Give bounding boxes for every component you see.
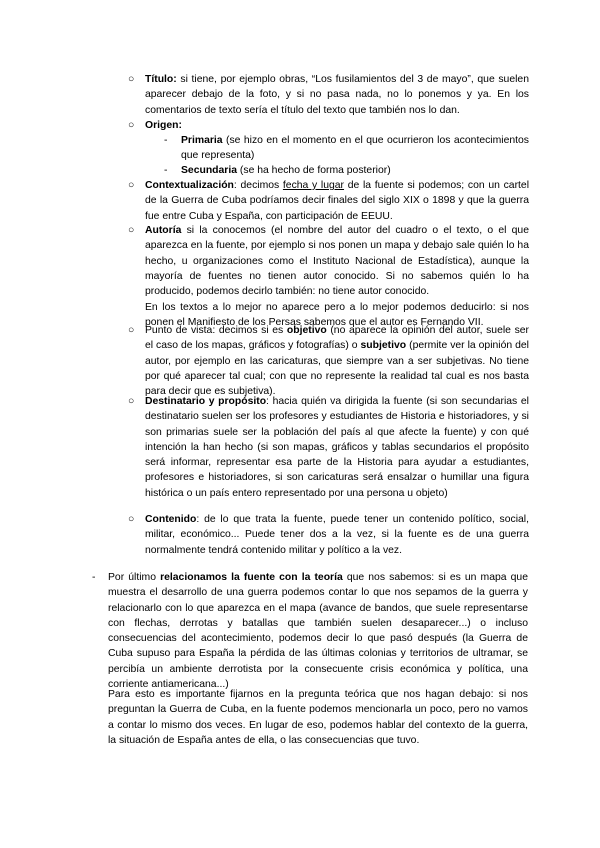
dash-bullet-icon: - — [92, 572, 96, 583]
circle-bullet-icon: ○ — [128, 225, 135, 236]
item-titulo — [128, 72, 529, 118]
origen-label: Origen: — [145, 120, 182, 131]
contexto-text-1: : decimos — [233, 180, 283, 191]
autoria-label: Autoría — [145, 225, 182, 236]
item-contextualizacion — [128, 178, 530, 224]
circle-bullet-icon: ○ — [128, 325, 135, 336]
contexto-underlined: fecha y lugar — [282, 180, 345, 191]
circle-bullet-icon: ○ — [128, 120, 135, 131]
item-autoria — [128, 223, 529, 299]
titulo-text: si tiene, por ejemplo obras, “Los fusilamientos del 3 de mayo”, que suelen aparecer debajo de la foto, y si no pasa nada, no lo ponemos y ya. En los comentarios de texto sería el título del texto que también nos lo dan. — [145, 74, 529, 116]
contenido-label: Contenido — [145, 514, 197, 525]
autoria-text: si la conocemos (el nombre del autor del cuadro o el texto, o el que aparezca en la fuente, por ejemplo si nos ponen un mapa y debajo sale quién lo ha hecho, u organizaciones como el Instituto Nacional de Estadística), aunque la mayoría de fuentes no tienen autor conocido. Si no sabemos quién lo ha producido, podemos decirlo también: no tiene autor conocido. — [145, 225, 529, 298]
titulo-label: Título: — [145, 74, 177, 85]
ultimo-paragraph-2 — [108, 687, 528, 748]
dash-bullet-icon: - — [164, 165, 168, 176]
item-por-ultimo — [92, 570, 528, 692]
item-punto-de-vista — [128, 323, 529, 399]
contexto-text-2: de la fuente si podemos; con un cartel de la Guerra de Cuba podríamos decir finales del siglo XIX o 1898 y que la guerra fue entre Cuba y España, con participación de EEUU. — [145, 180, 530, 222]
primaria-text: (se hizo en el momento en el que ocurrieron los acontecimientos que representa) — [181, 135, 529, 162]
ultimo-text-2: que nos sabemos: si es un mapa que muestra el desarrollo de una guerra podemos contar lo que nos sepamos de la guerra y relacionarlo con lo que aparezca en el mapa (avance de bandos, que suele representarse con flechas, derrotas y batallas que también suelen desaparecer...) o incluso consecuencias del acontecimiento, podemos decir lo que pasó después (la Guerra de Cuba supuso para España la pérdida de las últimas colonias y territorios de ultramar, se percibía un ambiente derrotista por la consecuente crisis económica y política, una corriente antiamericana...) — [108, 572, 528, 691]
contexto-label: Contextualización — [145, 180, 234, 191]
circle-bullet-icon: ○ — [128, 514, 135, 525]
ultimo-bold: relacionamos la fuente con la teoría — [160, 572, 343, 583]
autoria-text-2: En los textos a lo mejor no aparece pero a lo mejor podemos deducirlo: si nos ponen el Manifiesto de los Persas sabemos que el autor es Fernando VII. — [145, 302, 529, 329]
origen-primaria — [164, 133, 529, 164]
secundaria-text: (se ha hecho de forma posterior) — [237, 165, 391, 176]
circle-bullet-icon: ○ — [128, 396, 135, 407]
item-destinatario — [128, 394, 529, 501]
ultimo-text-1: Por último — [108, 572, 161, 583]
secundaria-label: Secundaria — [181, 165, 238, 176]
primaria-label: Primaria — [181, 135, 223, 146]
punto-text-2: (no aparece la opinión del autor, suele ser el caso de los mapas, gráficos y fotografías) o — [145, 325, 529, 352]
dash-bullet-icon: - — [164, 135, 168, 146]
item-origen — [128, 118, 529, 133]
destinatario-text: : hacia quién va dirigida la fuente (si son secundarias el destinatario suelen ser los profesores y estudiantes de Historia e historiadores, y si son primarias suele ser la población del país al que afecte la fuente) y con qué intención la han hecho (si son mapas, gráficos y tablas secundarios el propósito será informar, representar esa parte de la Historia para ayudar a estudiantes, profesores e historiadores, si son caricaturas será ensalzar o humillar una figura histórica o un país entero representado por una persona u objeto) — [145, 396, 529, 499]
origen-secundaria — [164, 163, 529, 178]
item-contenido — [128, 512, 529, 558]
circle-bullet-icon: ○ — [128, 74, 135, 85]
circle-bullet-icon: ○ — [128, 180, 135, 191]
contenido-text: : de lo que trata la fuente, puede tener un contenido político, social, militar, económico... Puede tener dos a la vez, si la fuente es de una guerra normalmente tendrá contenido militar y político a la vez. — [145, 514, 529, 556]
punto-text-3: (permite ver la opinión del autor, por ejemplo en las caricaturas, que siempre van a ser subjetivas. No tiene por qué aparecer tal cual; con que no represente la realidad tal cual es nos basta para decir que es subjetiva). — [145, 340, 529, 398]
punto-text-1: Punto de vista: decimos si es — [145, 325, 287, 336]
subjetivo-label: subjetivo — [360, 340, 407, 352]
ultimo-text-p2: Para esto es importante fijarnos en la pregunta teórica que nos hagan debajo: si nos preguntan la Guerra de Cuba, en la fuente podemos mencionarla un poco, pero no vamos a contar lo mismo dos veces. En lugar de eso, podemos hablar del contexto de la guerra, la situación de España antes de ella, o las consecuencias que tuvo. — [108, 689, 528, 746]
destinatario-label: Destinatario y propósito — [145, 396, 267, 407]
objetivo-label: objetivo — [286, 325, 327, 336]
